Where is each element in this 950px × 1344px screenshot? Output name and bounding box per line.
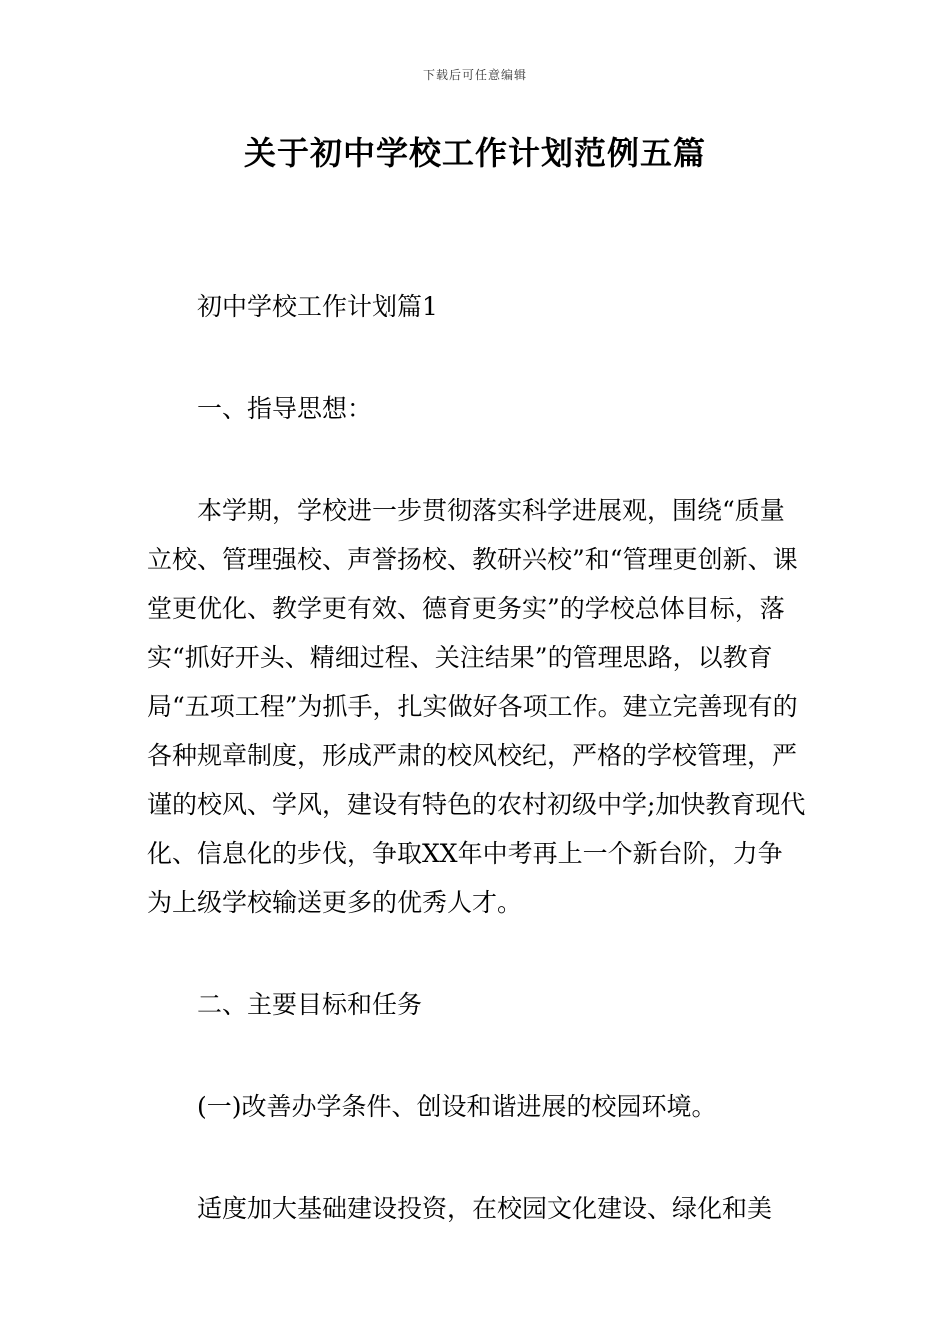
paragraph-guiding-ideology: 本学期，学校进一步贯彻落实科学进展观，围绕“质量立校、管理强校、声誉扬校、教研兴校”和“管理更创新、课堂更优化、教学更有效、德育更务实”的学校总体目标，落实“抓好开头、精细过程、关注结果”的管理思路，以教育局“五项工程”为抓手，扎实做好各项工作。建立完善现有的各种规章制度，形成严肃的校风校纪，严格的学校管理，严谨的校风、学风，建设有特色的农村初级中学;加快教育现代化、信息化的步伐，争取XX年中考再上一个新台阶，力争为上级学校输送更多的优秀人才。 (147, 496, 806, 917)
document-body (147, 282, 807, 1233)
heading-main-goals: 二、主要目标和任务 (197, 990, 423, 1019)
document-title: 关于初中学校工作计划范例五篇 (243, 134, 706, 172)
heading-guiding-ideology: 一、指导思想： (197, 394, 373, 423)
paragraph-infrastructure: 适度加大基础建设投资，在校园文化建设、绿化和美 (197, 1194, 773, 1223)
header-note: 下载后可任意编辑 (422, 68, 527, 82)
subheading-improve-conditions: (一)改善办学条件、创设和谐进展的校园环境。 (197, 1092, 717, 1121)
section-heading-plan-1: 初中学校工作计划篇1 (197, 292, 438, 321)
